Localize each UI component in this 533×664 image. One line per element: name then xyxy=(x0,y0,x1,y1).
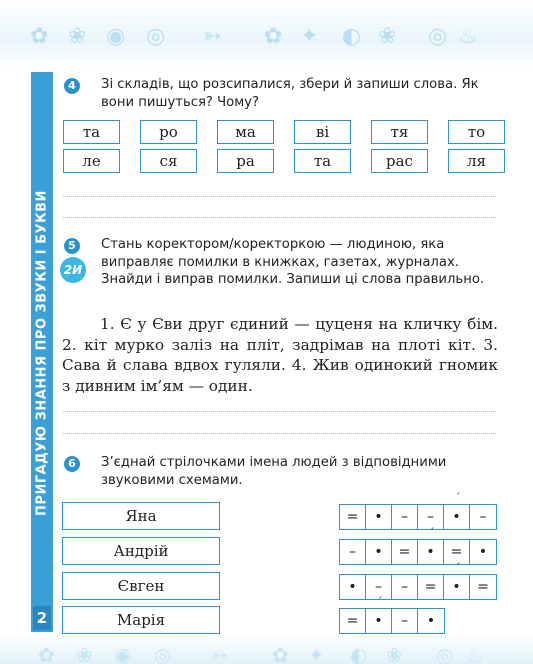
sound-symbol: • xyxy=(348,579,357,595)
sound-cell xyxy=(444,561,470,599)
sound-cell xyxy=(340,609,366,633)
syllable-card: то xyxy=(448,120,505,144)
sound-cell xyxy=(366,505,392,529)
syllable-card: та xyxy=(294,149,351,173)
sound-cell xyxy=(392,540,418,564)
name-box[interactable]: Євген xyxy=(62,572,220,600)
sound-symbol: – xyxy=(375,579,382,595)
sound-scheme[interactable] xyxy=(339,561,497,600)
sound-symbol: • xyxy=(478,544,488,560)
sound-scheme[interactable] xyxy=(339,491,497,530)
sound-cell xyxy=(418,609,444,633)
sound-scheme[interactable] xyxy=(339,595,445,634)
sound-symbol: • xyxy=(452,509,461,525)
sound-cell xyxy=(340,540,366,564)
book-icon: ◉ xyxy=(106,24,126,49)
sound-symbol: = xyxy=(477,579,489,595)
snail-icon: ◎ xyxy=(154,643,172,664)
flower-icon: ✿ xyxy=(264,24,283,49)
name-box[interactable]: Андрій xyxy=(62,537,220,565)
writing-line[interactable] xyxy=(63,196,496,197)
syllable-card: ма xyxy=(217,120,274,144)
sound-symbol: = xyxy=(424,579,437,595)
sound-symbol: = xyxy=(398,544,411,560)
name-box[interactable]: Яна xyxy=(62,502,220,530)
sound-symbol: – xyxy=(349,544,356,560)
flower-icon: ◐ xyxy=(342,24,362,49)
sound-cell xyxy=(340,575,366,599)
sound-cell xyxy=(366,595,392,633)
stress-mark-icon: ´ xyxy=(455,491,461,504)
name-box[interactable]: Марія xyxy=(62,606,220,634)
flower-icon: ✿ xyxy=(38,643,55,664)
flower-icon: ✿ xyxy=(272,643,289,664)
sound-symbol: = xyxy=(346,509,359,525)
bottle-icon: ♨ xyxy=(458,24,478,49)
dot-icon: ◎ xyxy=(428,24,448,49)
exercise-4-instruction: Зі складів, що розсипалися, збери й запиши слова. Як вони пишуться? Чому? xyxy=(101,77,479,110)
syllable-card: ро xyxy=(140,120,197,144)
sound-symbol: • xyxy=(426,544,435,560)
sound-symbol: = xyxy=(346,613,359,629)
sound-cell xyxy=(340,505,366,529)
stress-mark-icon: ´ xyxy=(455,561,461,574)
stress-mark-icon: ´ xyxy=(377,595,383,608)
sound-symbol: = xyxy=(450,544,463,560)
flower-icon: ❀ xyxy=(378,24,397,49)
flower-icon: ❀ xyxy=(76,643,93,664)
sound-cell xyxy=(444,491,470,529)
sound-symbol: – xyxy=(401,509,408,525)
sound-cell xyxy=(470,540,496,564)
page-number: 2 xyxy=(33,606,51,630)
sound-symbol: • xyxy=(374,613,383,629)
sound-symbol: • xyxy=(374,509,383,525)
sound-symbol: • xyxy=(426,613,436,629)
exercise-5-text: 1. Є у Єви друг єдиний — цуценя на кличку бім. 2. кіт мурко заліз на пліт, задрімав на плоті кіт. 3. Сава й слава вдвох гуляли. 4. Жив одинокий гномик з дивним ім’ям — один. xyxy=(62,315,498,395)
sound-scheme[interactable] xyxy=(339,526,497,565)
section-title: ПРИГАДУЮ ЗНАННЯ ПРО ЗВУКИ І БУКВИ xyxy=(34,190,50,516)
writing-line[interactable] xyxy=(63,433,496,434)
stress-mark-icon: ´ xyxy=(429,526,435,539)
syllable-card: ля xyxy=(448,149,505,173)
flower-icon: ❀ xyxy=(386,643,403,664)
bottle-icon: ♨ xyxy=(466,643,484,664)
sound-symbol: – xyxy=(401,579,408,595)
bird-icon: ✦ xyxy=(300,24,319,49)
syllable-card: рас xyxy=(371,149,428,173)
sound-cell xyxy=(418,526,444,564)
sound-symbol: – xyxy=(401,613,408,629)
syllable-card: тя xyxy=(371,120,428,144)
writing-line[interactable] xyxy=(63,411,496,412)
sound-symbol: • xyxy=(374,544,383,560)
bottom-decorative-band xyxy=(0,634,533,664)
flower-icon: ◐ xyxy=(350,643,368,664)
top-decorative-band xyxy=(0,0,533,68)
syllable-card: ся xyxy=(140,149,197,173)
sound-cell xyxy=(418,575,444,599)
sound-cell xyxy=(392,505,418,529)
exercise-6-instruction: З’єднай стрілочками імена людей з відповідними звуковими схемами. xyxy=(101,455,447,488)
snail-icon: ◎ xyxy=(146,24,166,49)
sound-cell xyxy=(366,540,392,564)
syllable-card: ра xyxy=(217,149,274,173)
book-icon: ◉ xyxy=(114,643,132,664)
extra-task-badge-icon: 2И xyxy=(60,257,86,283)
writing-line[interactable] xyxy=(63,217,496,218)
exercise-5-instruction: Стань коректором/коректоркою — людиною, яка виправляє помилки в книжках, газетах, журналах. Знайди і виправ помилки. Запиши ці слова правильно. xyxy=(101,237,485,287)
exercise-4-number: 4 xyxy=(64,78,80,94)
sound-cell xyxy=(470,505,496,529)
sound-cell xyxy=(392,609,418,633)
flower-icon: ✿ xyxy=(30,24,49,49)
sound-cell xyxy=(392,575,418,599)
syllable-card: ві xyxy=(294,120,351,144)
dot-icon: ◎ xyxy=(436,643,454,664)
bird-icon: ✦ xyxy=(308,643,325,664)
fish-icon: ➳ xyxy=(211,643,228,664)
flower-icon: ❀ xyxy=(68,24,87,49)
sound-symbol: • xyxy=(452,579,461,595)
syllable-card: та xyxy=(63,120,120,144)
fish-icon: ➳ xyxy=(203,24,222,49)
exercise-5-number: 5 xyxy=(64,238,80,254)
exercise-6-number: 6 xyxy=(64,456,80,472)
syllable-card: ле xyxy=(63,149,120,173)
sound-cell xyxy=(470,575,496,599)
sound-symbol: – xyxy=(479,509,487,525)
sound-symbol: – xyxy=(427,509,434,525)
